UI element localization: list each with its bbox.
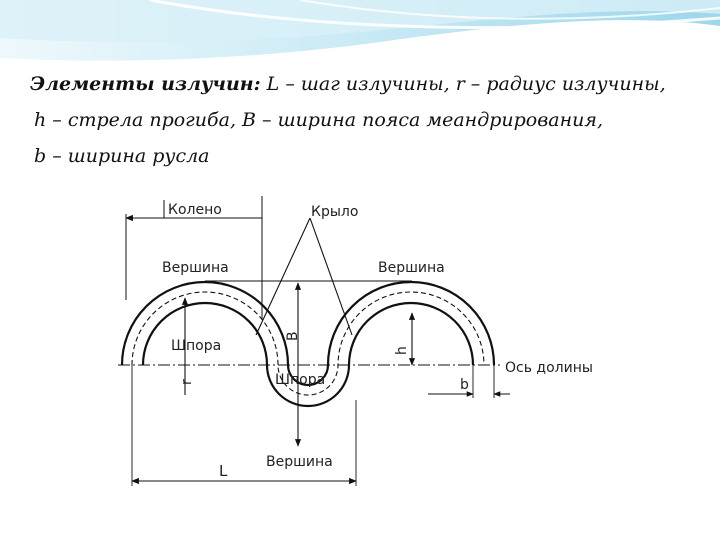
caption-line-2: h – стрела прогиба, B – ширина пояса меандрирования, [34,109,603,131]
label-shpora-left: Шпора [171,338,222,354]
caption-heading: Элементы излучин: [30,73,261,95]
caption-line-1-rest: L – шаг излучины, r – радиус излучины, [260,73,666,95]
label-os-doliny: Ось долины [505,360,593,376]
label-h: h [394,346,410,355]
label-shpora-center: Шпора [275,372,326,388]
label-vershina-left: Вершина [162,260,229,276]
meander-diagram [110,172,615,497]
label-krylo: Крыло [311,204,359,220]
label-B: B [285,331,301,341]
krylo-leader-right [310,218,352,335]
krylo-leader-left [256,218,310,335]
label-vershina-right: Вершина [378,260,445,276]
label-L: L [219,462,228,480]
label-b: b [460,377,469,393]
caption-line-3: b – ширина русла [34,145,210,167]
label-koleno: Колено [168,202,222,218]
label-r: r [179,379,195,385]
channel-inner-bank [143,303,473,406]
caption [30,66,710,174]
label-vershina-bottom: Вершина [266,454,333,470]
caption-line-1 [30,66,710,102]
